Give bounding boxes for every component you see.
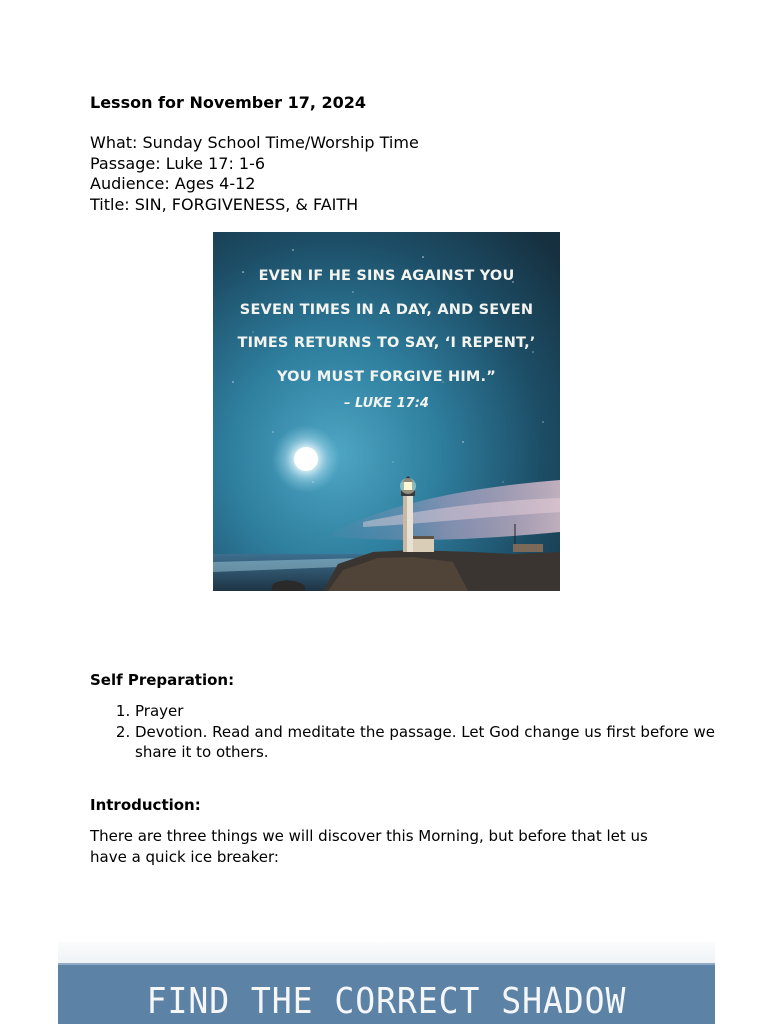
lesson-what: What: Sunday School Time/Worship Time — [90, 133, 419, 152]
verse-line: YOU MUST FORGIVE HIM.” — [277, 368, 496, 385]
lesson-audience: Audience: Ages 4-12 — [90, 174, 256, 193]
lesson-title-line: Title: SIN, FORGIVENESS, & FAITH — [90, 194, 359, 214]
lesson-details — [90, 133, 419, 215]
introduction-heading: Introduction: — [90, 796, 201, 814]
banner-title: FIND THE CORRECT SHADOW — [146, 981, 627, 1022]
self-preparation-list — [90, 701, 715, 763]
verse-line: SEVEN TIMES IN A DAY, AND SEVEN — [239, 301, 534, 318]
list-item: 1. Prayer — [135, 701, 715, 722]
lesson-passage: Passage: Luke 17: 1-6 — [90, 153, 266, 173]
verse-line: EVEN IF HE SINS AGAINST YOU — [258, 268, 515, 284]
verse-line: TIMES RETURNS TO SAY, ‘I REPENT,’ — [237, 335, 536, 351]
banner-top-strip — [58, 942, 715, 964]
list-item: 2. Devotion. Read and meditate the passage. Let God change us first before we share it to others. — [135, 722, 715, 763]
verse-quote — [213, 260, 560, 394]
find-the-correct-shadow-banner — [58, 963, 715, 1024]
introduction-text: There are three things we will discover this Morning, but before that let us have a quick ice breaker: — [90, 827, 648, 866]
verse-reference: – LUKE 17:4 — [344, 396, 429, 411]
lighthouse-verse-image — [213, 232, 560, 591]
lesson-title: Lesson for November 17, 2024 — [90, 93, 367, 112]
self-preparation-heading: Self Preparation: — [90, 671, 235, 689]
